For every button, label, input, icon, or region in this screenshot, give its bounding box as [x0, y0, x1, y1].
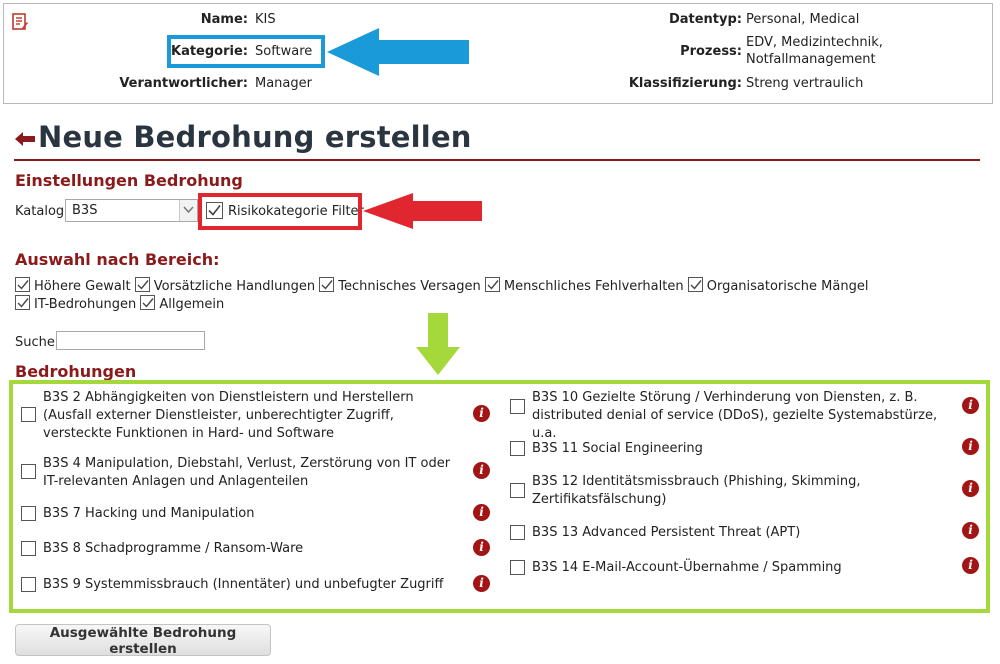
- category-checkbox[interactable]: [135, 277, 150, 292]
- info-icon[interactable]: i: [962, 438, 979, 455]
- checkmark-icon: [17, 297, 29, 309]
- katalog-label: Katalog: [15, 204, 65, 219]
- red-arrow-icon: [363, 193, 483, 229]
- info-icon[interactable]: i: [962, 397, 979, 414]
- threat-label: B3S 13 Advanced Persistent Threat (APT): [532, 525, 801, 540]
- threat-label: B3S 11 Social Engineering: [532, 441, 703, 456]
- search-input[interactable]: [56, 331, 205, 350]
- document-edit-icon: [12, 13, 28, 31]
- name-label: Name:: [200, 12, 248, 27]
- threat-label: B3S 14 E-Mail-Account-Übernahme / Spamming: [532, 560, 842, 575]
- info-icon[interactable]: i: [473, 539, 490, 556]
- prozess-label: Prozess:: [680, 44, 742, 59]
- checkmark-icon: [321, 279, 333, 291]
- category-filter-item[interactable]: [140, 297, 224, 312]
- category-label: Vorsätzliche Handlungen: [153, 279, 316, 294]
- category-filter-item[interactable]: [319, 279, 481, 294]
- prozess-value-line2: Notfallmanagement: [746, 52, 876, 67]
- checkmark-icon: [137, 279, 149, 291]
- kategorie-label: Kategorie:: [171, 44, 248, 59]
- info-icon[interactable]: i: [473, 504, 490, 521]
- threat-label: B3S 7 Hacking und Manipulation: [43, 506, 255, 521]
- info-icon[interactable]: i: [962, 557, 979, 574]
- category-checkbox[interactable]: [15, 295, 30, 310]
- category-label: Technisches Versagen: [338, 279, 481, 294]
- category-checkbox[interactable]: [319, 277, 334, 292]
- category-filter-item[interactable]: [135, 279, 315, 294]
- category-label: Allgemein: [159, 297, 225, 312]
- blue-highlight-box: [167, 35, 325, 68]
- threat-checkbox[interactable]: [510, 560, 525, 575]
- back-arrow-icon[interactable]: [15, 132, 35, 146]
- katalog-select[interactable]: [65, 199, 198, 222]
- threat-label: B3S 10 Gezielte Störung / Verhinderung von Diensten, z. B. distributed denial of service (DDoS), gezielte Systemabstürze, u.a.: [532, 390, 938, 441]
- threat-checkbox[interactable]: [21, 506, 36, 521]
- search-label: Suche: [15, 335, 55, 350]
- threat-checkbox[interactable]: [21, 541, 36, 556]
- bereich-heading: Auswahl nach Bereich:: [15, 250, 220, 269]
- category-label: Organisatorische Mängel: [706, 279, 869, 294]
- red-highlight-box: [198, 193, 362, 230]
- verantwortlicher-value: Manager: [255, 76, 312, 91]
- datentyp-value: Personal, Medical: [746, 12, 860, 27]
- info-icon[interactable]: i: [962, 480, 979, 497]
- category-label: Menschliches Fehlverhalten: [503, 279, 684, 294]
- category-filter-item[interactable]: [15, 279, 131, 294]
- category-checkbox[interactable]: [485, 277, 500, 292]
- chevron-down-icon[interactable]: [179, 200, 197, 221]
- page-title: Neue Bedrohung erstellen: [38, 120, 472, 154]
- category-filter-list: [15, 277, 990, 313]
- checkmark-icon: [17, 279, 29, 291]
- category-checkbox[interactable]: [140, 295, 155, 310]
- title-divider: [14, 159, 980, 161]
- settings-heading: Einstellungen Bedrohung: [15, 171, 243, 190]
- threat-checkbox[interactable]: [510, 399, 525, 414]
- category-filter-item[interactable]: [688, 279, 869, 294]
- checkmark-icon: [690, 279, 702, 291]
- klassifizierung-label: Klassifizierung:: [628, 76, 742, 91]
- blue-arrow-icon: [327, 28, 470, 76]
- checkmark-icon: [142, 297, 154, 309]
- create-threat-button[interactable]: Ausgewählte Bedrohung erstellen: [15, 624, 271, 656]
- threat-label: B3S 9 Systemmissbrauch (Innentäter) und unbefugter Zugriff: [43, 577, 444, 592]
- category-label: IT-Bedrohungen: [34, 297, 137, 312]
- category-filter-item[interactable]: [15, 297, 136, 312]
- category-checkbox[interactable]: [15, 277, 30, 292]
- datentyp-label: Datentyp:: [668, 12, 742, 27]
- verantwortlicher-label: Verantwortlicher:: [119, 76, 248, 91]
- threat-label: B3S 12 Identitätsmissbrauch (Phishing, Skimming, Zertifikatsfälschung): [532, 474, 861, 507]
- category-label: Höhere Gewalt: [34, 279, 131, 294]
- katalog-select-value: B3S: [72, 203, 98, 218]
- threat-checkbox[interactable]: [21, 577, 36, 592]
- checkmark-icon: [487, 279, 499, 291]
- info-icon[interactable]: i: [473, 462, 490, 479]
- name-value: KIS: [255, 12, 276, 27]
- threat-checkbox[interactable]: [510, 441, 525, 456]
- threat-checkbox[interactable]: [21, 407, 36, 422]
- threat-checkbox[interactable]: [510, 525, 525, 540]
- threat-checkbox[interactable]: [510, 483, 525, 498]
- threat-label: B3S 8 Schadprogramme / Ransom-Ware: [43, 541, 304, 556]
- threat-label: B3S 2 Abhängigkeiten von Dienstleistern und Herstellern (Ausfall externer Dienstleister, unberechtigter Zugriff, versteckte Funktionen in Hard- und Software: [43, 390, 414, 441]
- green-down-arrow-icon: [416, 313, 460, 375]
- category-checkbox[interactable]: [688, 277, 703, 292]
- info-icon[interactable]: i: [473, 405, 490, 422]
- info-icon[interactable]: i: [962, 522, 979, 539]
- risk-filter-label: Risikokategorie Filter: [228, 204, 364, 219]
- category-filter-item[interactable]: [485, 279, 684, 294]
- klassifizierung-value: Streng vertraulich: [746, 76, 864, 91]
- threats-heading: Bedrohungen: [15, 362, 137, 381]
- threat-checkbox[interactable]: [21, 464, 36, 479]
- prozess-value-line1: EDV, Medizintechnik,: [746, 35, 883, 50]
- info-icon[interactable]: i: [473, 575, 490, 592]
- threat-label: B3S 4 Manipulation, Diebstahl, Verlust, Zerstörung von IT oder IT-relevanten Anlagen und Anlagenteilen: [43, 456, 451, 489]
- kategorie-value: Software: [255, 44, 313, 59]
